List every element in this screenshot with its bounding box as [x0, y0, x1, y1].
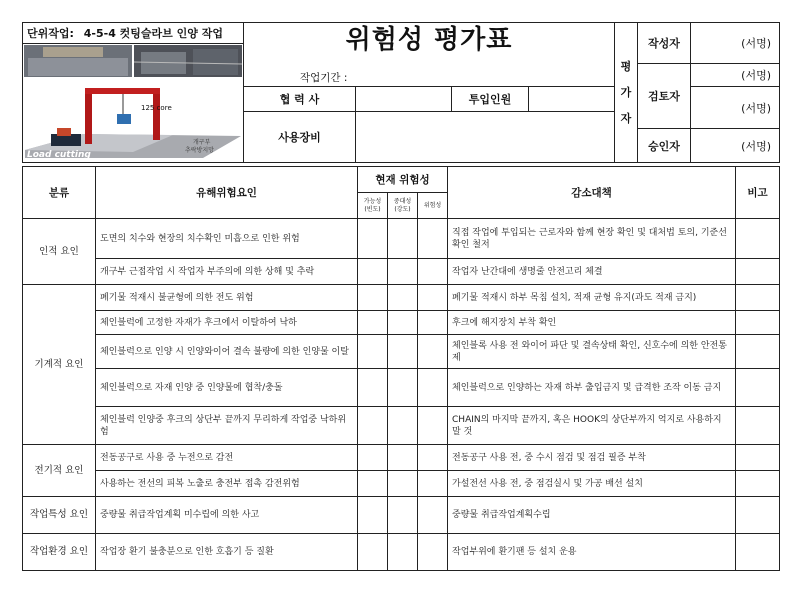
risk-cell[interactable]: [418, 534, 448, 571]
measure-cell: 전동공구 사용 전, 중 수시 점검 및 점검 필증 부착: [448, 445, 736, 471]
risk-cell[interactable]: [418, 219, 448, 259]
likelihood-cell[interactable]: [358, 219, 388, 259]
measure-cell: 가설전선 사용 전, 중 점검실시 및 가공 배선 설치: [448, 471, 736, 497]
work-period-label: 작업기간 :: [300, 71, 348, 84]
table-row: [23, 534, 780, 571]
risk-cell[interactable]: [418, 259, 448, 285]
table-row: [23, 311, 780, 335]
col-likelihood: 가능성 (빈도): [358, 193, 388, 219]
likelihood-cell[interactable]: [358, 471, 388, 497]
page-title: 위험성 평가표: [345, 24, 513, 55]
task-label: 단위작업:: [27, 27, 74, 40]
table-row: [23, 335, 780, 369]
remarks-cell[interactable]: [736, 497, 780, 534]
table-row: [23, 219, 780, 259]
likelihood-cell[interactable]: [358, 335, 388, 369]
likelihood-cell[interactable]: [358, 407, 388, 445]
work-diagram-illustration: [23, 44, 243, 162]
table-row: [23, 445, 780, 471]
category-cell: 기계적 요인: [23, 285, 96, 445]
equipment-value[interactable]: [356, 111, 615, 162]
remarks-cell[interactable]: [736, 471, 780, 497]
severity-cell[interactable]: [388, 445, 418, 471]
caption-line1: 개구부: [193, 139, 211, 146]
hazard-cell: 작업장 환기 불충분으로 인한 호흡기 등 질환: [96, 534, 358, 571]
workers-label: 투입인원: [452, 87, 529, 111]
table-row: [23, 471, 780, 497]
col-remarks: 비고: [736, 167, 780, 219]
hazard-cell: 중량물 취급작업계획 미수립에 의한 사고: [96, 497, 358, 534]
caption-line2: 추락방지망: [185, 147, 214, 154]
col-current-risk: 현재 위험성: [358, 167, 448, 193]
load-cutting-label: Load cutting: [27, 150, 91, 160]
col-hazard: 유해위험요인: [96, 167, 358, 219]
header-table: [22, 22, 780, 163]
likelihood-cell[interactable]: [358, 534, 388, 571]
remarks-cell[interactable]: [736, 219, 780, 259]
col-category: 분류: [23, 167, 96, 219]
risk-cell[interactable]: [418, 335, 448, 369]
role-approver: 승인자: [638, 129, 691, 163]
workers-value[interactable]: [529, 87, 615, 111]
measure-cell: 작업부위에 환기팬 등 설치 운용: [448, 534, 736, 571]
remarks-cell[interactable]: [736, 311, 780, 335]
hazard-cell: 체인블럭으로 인양 시 인양와이어 결속 불량에 의한 인양물 이탈: [96, 335, 358, 369]
remarks-cell[interactable]: [736, 369, 780, 407]
risk-table-body: [23, 219, 780, 571]
hazard-cell: 사용하는 전선의 피복 노출로 충전부 접촉 감전위험: [96, 471, 358, 497]
hazard-cell: 체인블럭 인양중 후크의 상단부 끝까지 무리하게 작업중 낙하위험: [96, 407, 358, 445]
risk-cell[interactable]: [418, 369, 448, 407]
category-cell: 인적 요인: [23, 219, 96, 285]
reviewer-signature-1[interactable]: (서명): [691, 63, 780, 87]
table-row: [23, 497, 780, 534]
work-diagram: [23, 44, 244, 163]
measure-cell: 체인블록 사용 전 와이어 파단 및 결속상태 확인, 신호수에 의한 안전통제: [448, 335, 736, 369]
partner-label: 협 력 사: [244, 87, 356, 111]
measure-cell: 중량물 취급작업계획수립: [448, 497, 736, 534]
category-cell: 작업환경 요인: [23, 534, 96, 571]
partner-value[interactable]: [356, 87, 452, 111]
category-cell: 작업특성 요인: [23, 497, 96, 534]
table-row: [23, 259, 780, 285]
severity-cell[interactable]: [388, 407, 418, 445]
risk-cell[interactable]: [418, 471, 448, 497]
risk-cell[interactable]: [418, 445, 448, 471]
severity-cell[interactable]: [388, 471, 418, 497]
category-cell: 전기적 요인: [23, 445, 96, 497]
likelihood-cell[interactable]: [358, 445, 388, 471]
col-measures: 감소대책: [448, 167, 736, 219]
measure-cell: 폐기물 적재시 하부 목침 설치, 적재 균형 유지(과도 적재 금지): [448, 285, 736, 311]
author-signature[interactable]: (서명): [691, 23, 780, 64]
remarks-cell[interactable]: [736, 335, 780, 369]
likelihood-cell[interactable]: [358, 369, 388, 407]
hazard-cell: 개구부 근접작업 시 작업자 부주의에 의한 상해 및 추락: [96, 259, 358, 285]
severity-cell[interactable]: [388, 311, 418, 335]
hazard-cell: 폐기물 적재시 불균형에 의한 전도 위험: [96, 285, 358, 311]
severity-cell[interactable]: [388, 534, 418, 571]
role-reviewer: 검토자: [638, 63, 691, 129]
remarks-cell[interactable]: [736, 534, 780, 571]
col-risk: 위험성: [418, 193, 448, 219]
hazard-cell: 도면의 치수와 현장의 치수확인 미흡으로 인한 위험: [96, 219, 358, 259]
measure-cell: 후크에 해지장치 부착 확인: [448, 311, 736, 335]
col-severity: 중대성 (강도): [388, 193, 418, 219]
risk-cell[interactable]: [418, 285, 448, 311]
core-label: 125 core: [141, 104, 172, 112]
hazard-cell: 체인블럭으로 자재 인양 중 인양물에 협착/충돌: [96, 369, 358, 407]
role-author: 작성자: [638, 23, 691, 64]
risk-cell[interactable]: [418, 497, 448, 534]
table-row: [23, 369, 780, 407]
measure-cell: CHAIN의 마지막 끝까지, 혹은 HOOK의 상단부까지 억지로 사용하지 말 것: [448, 407, 736, 445]
severity-cell[interactable]: [388, 369, 418, 407]
likelihood-cell[interactable]: [358, 259, 388, 285]
reviewer-signature-2[interactable]: (서명): [691, 87, 780, 129]
likelihood-cell[interactable]: [358, 497, 388, 534]
task-name: 4-5-4 컷팅슬라브 인양 작업: [83, 27, 223, 40]
measure-cell: 작업자 난간대에 생명줄 안전고리 체결: [448, 259, 736, 285]
remarks-cell[interactable]: [736, 259, 780, 285]
approval-vertical-label: 평 가 자: [615, 23, 638, 163]
hazard-cell: 전동공구로 사용 중 누전으로 감전: [96, 445, 358, 471]
measure-cell: 직접 작업에 투입되는 근로자와 함께 현장 확인 및 대처법 토의, 기준선 확인 철저: [448, 219, 736, 259]
equipment-label: 사용장비: [244, 111, 356, 162]
severity-cell[interactable]: [388, 497, 418, 534]
task-cell: [23, 23, 244, 44]
table-row: [23, 285, 780, 311]
risk-cell[interactable]: [418, 407, 448, 445]
title-cell: [244, 23, 615, 87]
remarks-cell[interactable]: [736, 407, 780, 445]
likelihood-cell[interactable]: [358, 285, 388, 311]
risk-assessment-table: [22, 166, 780, 571]
hazard-cell: 체인블럭에 고정한 자재가 후크에서 이탈하여 낙하: [96, 311, 358, 335]
severity-cell[interactable]: [388, 259, 418, 285]
risk-cell[interactable]: [418, 311, 448, 335]
severity-cell[interactable]: [388, 285, 418, 311]
severity-cell[interactable]: [388, 219, 418, 259]
remarks-cell[interactable]: [736, 285, 780, 311]
severity-cell[interactable]: [388, 335, 418, 369]
remarks-cell[interactable]: [736, 445, 780, 471]
approver-signature[interactable]: (서명): [691, 129, 780, 163]
likelihood-cell[interactable]: [358, 311, 388, 335]
measure-cell: 체인블럭으로 인양하는 자재 하부 출입금지 및 급격한 조작 이동 금지: [448, 369, 736, 407]
table-row: [23, 407, 780, 445]
